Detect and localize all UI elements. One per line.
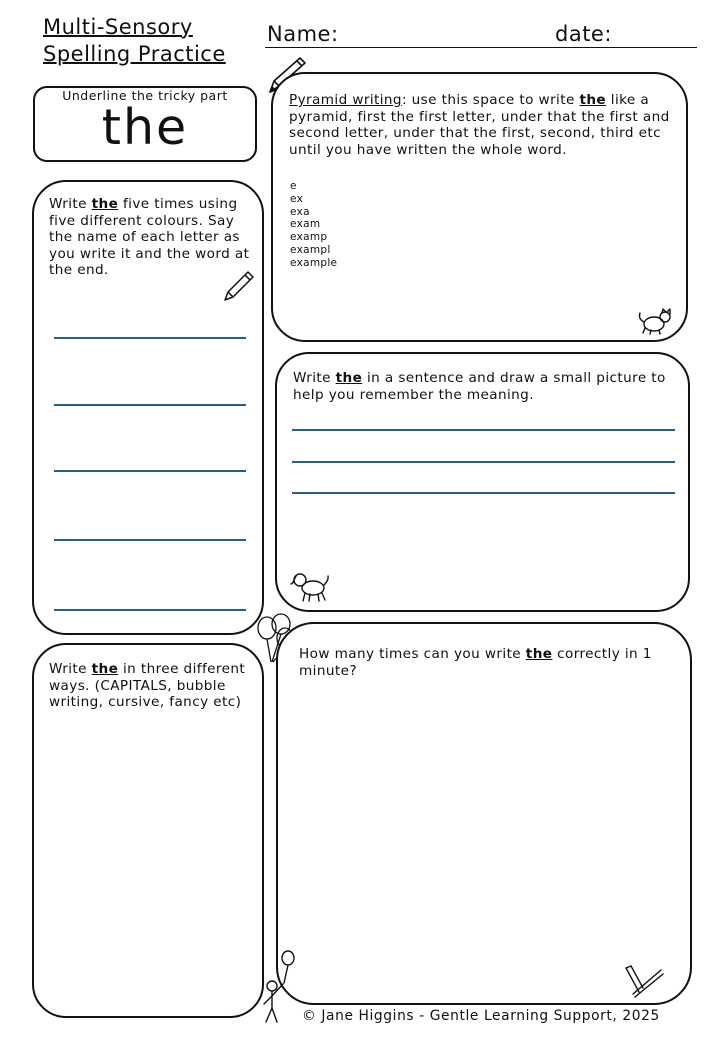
writing-line[interactable] (54, 539, 246, 541)
sentence-box (275, 352, 690, 612)
writing-line[interactable] (54, 337, 246, 339)
one-minute-box (276, 622, 692, 1005)
highlighted-word: the (335, 370, 363, 386)
highlighted-word: the (91, 661, 119, 677)
writing-line[interactable] (292, 429, 675, 431)
word-box (33, 86, 257, 162)
stick-figure-icon (258, 950, 298, 1026)
sentence-instructions: Write the in a sentence and draw a small picture to help you remember the meaning. (293, 370, 666, 403)
writing-line[interactable] (54, 470, 246, 472)
pyramid-example-row: exampl (290, 243, 331, 256)
word-box-caption: Underline the tricky part (62, 88, 228, 103)
date-label: date: (555, 22, 612, 46)
pyramid-instructions: Pyramid writing: use this space to write the like a pyramid, first the first letter, under that the first and second letter, under that the first, second, third etc until you have written the whole word. (289, 92, 670, 158)
pyramid-example-row: e (290, 180, 297, 192)
pyramid-box (271, 72, 688, 342)
worksheet-title-line1: Multi-Sensory (43, 15, 193, 39)
pencil-icon (221, 268, 257, 304)
three-ways-box (32, 643, 264, 1018)
five-times-instructions: Write the five times using five different colours. Say the name of each letter as you write it and the word at the end. (49, 196, 250, 278)
copyright-footer: © Jane Higgins - Gentle Learning Support, 2025 (302, 1008, 660, 1024)
writing-line[interactable] (54, 404, 246, 406)
highlighted-word: the (579, 92, 607, 108)
worksheet-title-line2: Spelling Practice (43, 42, 226, 66)
pyramid-example-row: example (290, 256, 338, 269)
highlighted-word: the (91, 196, 119, 212)
pyramid-example-row: ex (290, 192, 304, 205)
tricky-word[interactable]: the (101, 99, 189, 156)
pyramid-example (290, 180, 337, 270)
writing-line[interactable] (54, 609, 246, 611)
cat-icon (637, 306, 675, 336)
pyramid-heading: Pyramid writing (289, 92, 402, 108)
highlighted-word: the (525, 646, 553, 662)
pyramid-example-row: examp (290, 231, 328, 244)
five-times-box (32, 180, 264, 635)
pyramid-example-row: exa (290, 205, 310, 218)
three-ways-instructions: Write the in three different ways. (CAPITALS, bubble writing, cursive, fancy etc) (49, 661, 246, 710)
crossed-pencil-icon (623, 964, 665, 998)
dog-icon (291, 570, 331, 604)
name-label: Name: (267, 22, 339, 46)
writing-line[interactable] (292, 492, 675, 494)
pyramid-example-row: exam (290, 218, 321, 231)
writing-line[interactable] (292, 461, 675, 463)
name-date-line[interactable] (265, 47, 697, 48)
one-minute-instructions: How many times can you write the correctly in 1 minute? (299, 646, 652, 679)
